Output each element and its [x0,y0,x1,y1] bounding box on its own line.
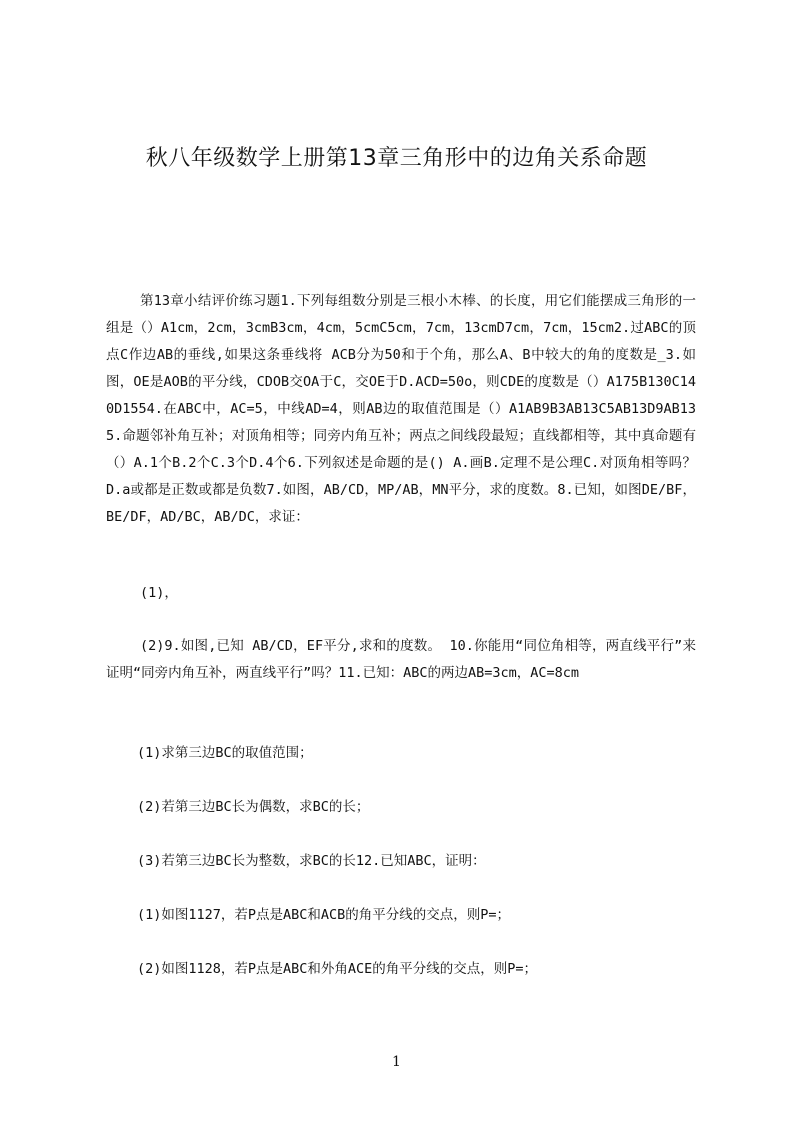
document-title: 秋八年级数学上册第13章三角形中的边角关系命题 [145,146,648,171]
questions-9-to-11-paragraph: (2)9.如图,已知 AB/CD，EF平分,求和的度数。 10.你能用“同位角相等，两直线平行”来证明“同旁内角互补，两直线平行”吗？11.已知：ABC的两边AB=3cm，AC=8cm [106,638,696,681]
question-11-part-1: (1)求第三边BC的取值范围； [137,745,313,761]
proof-part-1: (1)， [140,585,178,601]
page-number: 1 [392,1054,401,1070]
question-11-part-2: (2)若第三边BC长为偶数，求BC的长； [137,799,370,815]
question-12-part-1: (1)如图1127，若P点是ABC和ACB的角平分线的交点，则P=； [137,907,511,923]
main-paragraph: 第13章小结评价练习题1.下列每组数分别是三根小木棒、的长度，用它们能摆成三角形的一组是（）A1cm，2cm，3cmB3cm，4cm，5cmC5cm，7cm，13cmD7cm，7cm，15cm2.过ABC的顶点C作边AB的垂线,如果这条垂线将 ACB分为50和于个角，那么A、B中较大的角的度数是_3.如图，OE是AOB的平分线，CDOB交OA于C，交OE于D.ACD=50o，则CDE的度数是（）A175B130C140D1554.在ABC中，AC=5，中线AD=4，则AB边的取值范围是（）A1AB9B3AB13C5AB13D9AB135.命题邻补角互补；对顶角相等；同旁内角互补；两点之间线段最短；直线都相等，其中真命题有（）A.1个B.2个C.3个D.4个6.下列叙述是命题的是() A.画B.定理不是公理C.对顶角相等吗？D.a或都是正数或都是负数7.如图，AB/CD，MP/AB，MN平分，求的度数。8.已知，如图DE/BF，BE/DF，AD/BC，AB/DC，求证： [106,293,696,525]
question-12-part-2: (2)如图1128，若P点是ABC和外角ACE的角平分线的交点，则P=； [137,961,538,977]
question-11-part-3: (3)若第三边BC长为整数，求BC的长12.已知ABC，证明： [137,853,486,869]
